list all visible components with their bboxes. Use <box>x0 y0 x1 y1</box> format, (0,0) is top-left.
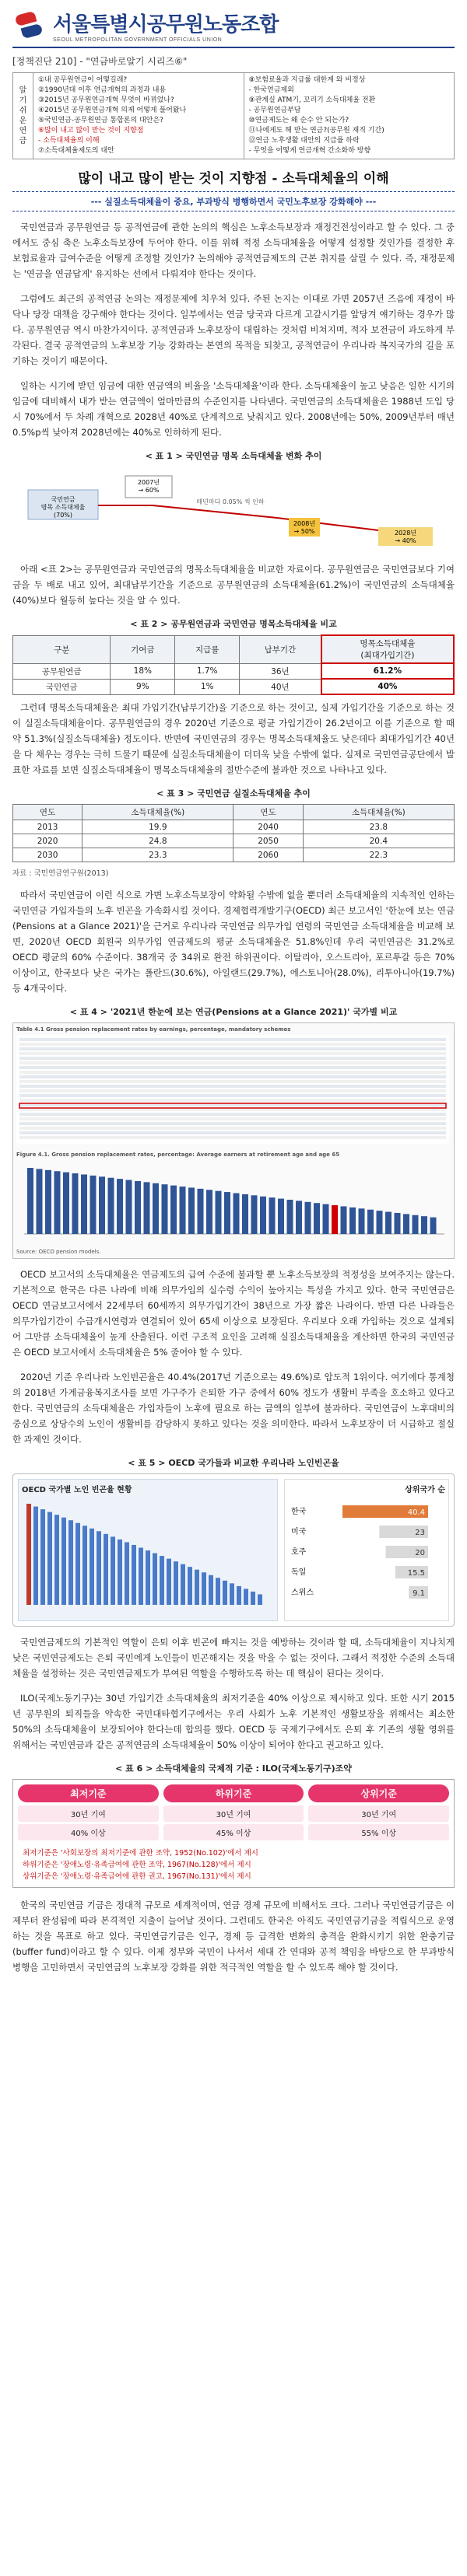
oecd-bar <box>421 1216 427 1234</box>
ilo-rate: 45% 이상 <box>163 1824 304 1840</box>
oecd-bar <box>359 1208 365 1234</box>
table-cell: 18% <box>111 663 175 679</box>
table-row <box>13 834 455 848</box>
ilo-column <box>18 1784 159 1843</box>
header <box>12 5 455 48</box>
toc-item: ③2015년 공무원연금개혁 무엇이 바뀌었나? <box>38 96 174 104</box>
oecd-bar <box>170 1186 177 1234</box>
oecd-poverty-panel <box>18 1479 278 1621</box>
timeline-label-start: 국민연금 명목 소득대체율 (70%) <box>40 496 86 519</box>
oecd-table-title: Table 4.1 Gross pension replacement rates by earnings, percentage, mandatory schemes <box>16 1026 291 1033</box>
oecd-bar <box>269 1197 276 1234</box>
oecd-bar <box>377 1211 383 1234</box>
ilo-column-head: 상위기준 <box>308 1784 449 1802</box>
bar-value-label: 23 <box>414 1529 425 1537</box>
table-3-caption: < 표 3 > 국민연금 실질소득대체율 추이 <box>156 788 311 799</box>
poverty-bar <box>181 1564 185 1605</box>
oecd-bar <box>251 1195 258 1234</box>
table-cell: 22.3 <box>303 848 454 862</box>
series-title: [정책진단 210] - "연금바로알기 시리즈⑥" <box>12 56 188 67</box>
poverty-bar <box>167 1559 171 1605</box>
oecd-table-row <box>19 1113 446 1116</box>
oecd-bar <box>198 1189 204 1234</box>
table-cell: 2040 <box>234 820 303 834</box>
toc-item: - 한국연금제외 <box>248 86 294 94</box>
timeline-label-2028: 2028년 → 40% <box>394 530 417 544</box>
ilo-column <box>308 1784 449 1843</box>
toc-item: - 무엇을 어떻게 연금개혁 간소화하 방향 <box>248 147 371 155</box>
org-name-korean: 서울특별시공무원노동조합 <box>53 12 279 36</box>
oecd-bar <box>153 1183 159 1234</box>
oecd-poverty-bars <box>22 1496 271 1613</box>
poverty-bar <box>26 1504 31 1605</box>
series-toc <box>12 72 455 159</box>
toc-left-column <box>33 73 244 159</box>
oecd-bar <box>108 1178 114 1234</box>
table-cell: 36년 <box>240 663 321 679</box>
oecd-bar <box>27 1168 33 1234</box>
oecd-table-row <box>19 1080 446 1083</box>
oecd-bar <box>37 1169 43 1234</box>
oecd-bar <box>45 1170 51 1234</box>
ilo-rate: 40% 이상 <box>18 1824 159 1840</box>
timeline-line <box>98 505 378 530</box>
figure-1-caption: < 표 1 > 국민연금 명목 소득대체율 변화 추이 <box>145 451 322 461</box>
oecd-bar <box>224 1192 230 1234</box>
oecd-bar <box>135 1181 141 1234</box>
oecd-table-row <box>19 1117 446 1120</box>
oecd-table-row <box>19 1043 446 1046</box>
figure-5-caption: < 표 5 > OECD 국가들과 비교한 우리나라 노인빈곤율 <box>128 1458 339 1468</box>
toc-item: - 공무원연금부담 <box>248 107 301 114</box>
ilo-columns <box>18 1784 449 1843</box>
poverty-bar <box>230 1583 234 1605</box>
poverty-bar <box>68 1520 73 1605</box>
bar-value-label: 9.1 <box>412 1589 425 1598</box>
bar-value-label: 15.5 <box>407 1569 425 1578</box>
figure-4-caption: < 표 4 > '2021년 한눈에 보는 연금(Pensions at a Glance 2021)' 국가별 비교 <box>69 1007 398 1017</box>
oecd-table-row <box>19 1085 446 1088</box>
toc-item: ②1990년대 이후 연금개혁의 과정과 내용 <box>38 86 167 94</box>
poverty-bar <box>54 1515 59 1605</box>
toc-item: ⑧보험료율과 지급률 대한계 와 비정상 <box>248 76 366 84</box>
table-cell: 61.2% <box>321 663 454 679</box>
table-3-header: 연도 <box>13 805 83 820</box>
toc-item: ⑨관계실 ATM기, 꼬리기 소득대체율 전환 <box>248 96 376 104</box>
top-countries-panel <box>284 1479 449 1621</box>
paragraph: ILO(국제노동기구)는 30년 가입기간 소득대체율의 최저기준을 40% 이상으로 제시하고 있다. 또한 시기 2015년 공무원의 퇴직들을 약속한 국민대타협기구에서는 우리 사회가 노후 기본적인 생활보장을 위해서는 최소한 50%의 소득대체율이 보장되어야 한다는데 합의를 했다. OECD 등 국제기구에서도 은퇴 후 기존의 생활 영위를 위해서는 국민연금과 같은 공적연금의 소득대체율이 50% 이상이 되어야 한다고 권고하고 있다. <box>12 1693 455 1750</box>
table-6-caption: < 표 6 > 소득대체율의 국제적 기준 : ILO(국제노동기구)조약 <box>115 1763 352 1774</box>
table-3 <box>12 804 455 862</box>
paragraph: 한국의 국민연금 기금은 정대적 규모로 세계적이며, 연금 경제 규모에 비해서도 크다. 그러나 국민연금기금은 이제부터 완성됨에 따라 본격적인 지출이 늘어날 것이다. 그런데도 한국은 아직도 국민연금기금을 적립식으로 운영하는 것을 목표로 하고 있다. 국민연금기금은 인구, 경제 등 급격한 변화의 충격을 완화시키기 위한 완충기금(buffer fund)이라고 할 수 있다. 이제 정부와 국민이 나서서 세대 간 연대와 공적 책임을 바탕으로 한 부과방식 병행을 고민하면서 국민연금의 노후보장 강화를 위한 적극적인 역할을 할 수 있도록 해야 할 것이다. <box>12 1900 455 1973</box>
table-cell: 2050 <box>234 834 303 848</box>
poverty-bar <box>251 1592 255 1605</box>
poverty-bar <box>104 1534 108 1605</box>
oecd-table-row <box>19 1057 446 1060</box>
table-3-header: 연도 <box>234 805 303 820</box>
poverty-bar <box>202 1572 206 1605</box>
table-cell: 2030 <box>13 848 83 862</box>
poverty-bar <box>223 1581 227 1605</box>
timeline-label-step: 매년마다 0.05% 씩 인하 <box>196 498 265 505</box>
oecd-bar <box>349 1208 356 1234</box>
poverty-bar <box>195 1570 199 1605</box>
oecd-bar <box>287 1200 293 1234</box>
table-cell: 2060 <box>234 848 303 862</box>
oecd-bar <box>234 1194 240 1235</box>
oecd-poverty-title: OECD 국가별 노인 빈곤율 현황 <box>22 1486 132 1494</box>
poverty-bar <box>174 1561 178 1605</box>
oecd-bar <box>206 1190 212 1234</box>
toc-item: ①내 공무원연금이 어떻길래? <box>38 76 128 84</box>
poverty-bar <box>146 1550 150 1605</box>
oecd-table-row <box>19 1075 446 1078</box>
ilo-standards <box>12 1779 455 1888</box>
toc-item: - 소득대체율의 이해 <box>38 137 100 145</box>
poverty-bar <box>90 1529 94 1605</box>
table-2-header: 지급률 <box>175 635 240 663</box>
ilo-note: 하위기준은 '장애노령·유족급여에 관한 조약, 1967(No.128)'에서 제시 <box>23 1861 251 1869</box>
oecd-bar <box>323 1204 329 1234</box>
poverty-bar <box>258 1594 262 1605</box>
ilo-note: 상위기준은 '장애노령·유족급여에 관한 권고, 1967(No.131)'에서 제시 <box>23 1872 251 1881</box>
org-name <box>53 9 278 43</box>
table-cell: 40년 <box>240 679 321 694</box>
poverty-bar <box>209 1575 213 1605</box>
toc-label: 알 기 쉬 운 연 금 <box>13 73 33 159</box>
oecd-bar <box>180 1187 186 1234</box>
poverty-bar <box>139 1547 143 1605</box>
table-3-header: 소득대체율(%) <box>83 805 234 820</box>
ilo-years: 30년 기여 <box>308 1805 449 1822</box>
table-cell: 9% <box>111 679 175 694</box>
poverty-bar <box>118 1540 122 1605</box>
table-2-header: 명목소득대체율 (최대가입기간) <box>321 635 454 663</box>
oecd-bar <box>403 1214 409 1234</box>
poverty-bar <box>244 1589 248 1605</box>
table-row <box>13 663 455 679</box>
elderly-poverty-figure <box>12 1473 455 1627</box>
ilo-rate: 55% 이상 <box>308 1824 449 1840</box>
oecd-bar <box>367 1210 374 1234</box>
paragraph: 그럼에도 최근의 공적연금 논의는 재정문제에 치우쳐 있다. 주된 논지는 이대로 가면 2057년 즈음에 재정이 바닥나 당장 대책을 강구해야 한다는 것이다. 일부에서는 연금 당국과 다르게 고갈시기를 앞당겨 얘기하는 경우가 많다. 공무원연금 역시 마찬가지이다. 공적연금과 노후보장이 대립하는 것처럼 비쳐지며, 적자 보전금이 과도하게 부각된다. 결국 공적연금의 노후보장 기능 강화라는 본연의 목적을 되찾고, 공적연금이 우리나라 복지국가의 길을 포기하는 것이기 때문이다. <box>12 293 455 366</box>
oecd-bar <box>296 1201 302 1234</box>
oecd-table-graphic <box>16 1035 449 1144</box>
oecd-table-row <box>19 1127 446 1130</box>
table-2-header: 납부기간 <box>240 635 321 663</box>
bar-category-label: 한국 <box>290 1508 307 1516</box>
table-row <box>13 848 455 862</box>
oecd-table-row <box>19 1136 446 1139</box>
poverty-bar <box>61 1518 66 1605</box>
replacement-rate-timeline <box>12 467 455 554</box>
oecd-bar <box>341 1206 347 1234</box>
table-2-header: 기여금 <box>111 635 175 663</box>
paragraph: 일하는 시기에 받던 임금에 대한 연금액의 비율을 '소득대체율'이라 한다. 소득대체율이 높고 낮음은 일한 시기의 임금에 대비해서 내가 받는 연금액이 얼마만큼의 수준인지를 나타낸다. 국민연금의 소득대체율은 1988년 도입 당시 70%에서 두 차례 개혁으로 2028년 40%로 단계적으로 낮춰지고 있다. 2008년에는 50%, 2009년부터 매년 0.5%p씩 낮아져 2028년에는 40%로 인하하게 된다. <box>12 380 455 438</box>
timeline-label-2008: 2008년 → 50% <box>293 520 316 535</box>
oecd-bar <box>430 1218 437 1234</box>
toc-item: ⑤국민연금-공무원연금 통합론의 대안은? <box>38 117 163 124</box>
table-cell: 23.8 <box>303 820 454 834</box>
oecd-table-row <box>19 1038 446 1041</box>
oecd-bar <box>99 1176 105 1234</box>
oecd-bar <box>72 1173 79 1234</box>
oecd-table-row <box>19 1047 446 1050</box>
poverty-bar <box>33 1507 38 1605</box>
table-cell: 20.4 <box>303 834 454 848</box>
table-cell: 국민연금 <box>13 679 111 694</box>
poverty-bar <box>153 1554 157 1605</box>
table-2-header: 구분 <box>13 635 111 663</box>
table-row <box>13 679 455 694</box>
oecd-chart-title: Figure 4.1. Gross pension replacement rates, percentage: Average earners at retirement age and age 65 <box>16 1152 340 1158</box>
ilo-note: 최저기준은 '사회보장의 최저기준에 관한 조약, 1952(No.102)'에서 제시 <box>23 1849 258 1858</box>
oecd-bar <box>81 1174 87 1234</box>
top-countries-chart <box>288 1498 436 1614</box>
poverty-bar <box>237 1586 241 1605</box>
oecd-bar <box>162 1184 168 1234</box>
paragraph: 따라서 국민연금이 이런 식으로 가면 노후소득보장이 약화될 수밖에 없을 뿐더러 소득대체율의 지속적인 인하는 국민연금 가입자들의 노후 빈곤을 가속화시킬 것이다. 경제협력개발기구(OECD) 최근 보고서인 '한눈에 보는 연금(Pensions at a Glance 2021)'을 근거로 우리나라 국민연금 의무가입 연령의 국민연금 소득대체율을 비교해 보면, 2020년 OECD 회원국 의무가입 연금제도의 평균 소득대체율은 51.8%인데 우리 국민연금은 31.2%로 OECD 평균의 60% 수준이다. 38개국 중 34위로 완전 하위권이다. 이탈리아, 오스트리아, 포르투갈 등은 70% 이상이고, 한국보다 낮은 국가는 폴란드(30.6%), 아일랜드(29.7%), 에스토니아(28.0%), 리투아니아(19.7%) 등 4개국이다. <box>12 890 455 994</box>
oecd-table-row <box>19 1122 446 1125</box>
oecd-table-row <box>19 1052 446 1055</box>
oecd-bar <box>242 1194 248 1234</box>
oecd-bar <box>385 1212 392 1234</box>
toc-item: ⑪나에게도 해 받는 연금?(공무원 재직 기간) <box>248 127 384 135</box>
oecd-bar <box>332 1205 338 1234</box>
top-countries-title: 상위국가 순 <box>405 1486 445 1494</box>
paragraph: 아래 <표 2>는 공무원연금과 국민연금의 명목소득대체율을 비교한 자료이다. 공무원연금은 국민연금보다 기여금을 두 배로 내고 있어, 최대납부기간을 기준으로 공무원연금의 소득대체율(61.2%)이 국민연금의 소득대체율(40%)보다 월등히 높다는 것을 알 수 있다. <box>12 564 455 606</box>
poverty-bar <box>83 1526 87 1605</box>
oecd-table-row <box>19 1071 446 1074</box>
table-3-header: 소득대체율(%) <box>303 805 454 820</box>
oecd-table-row <box>19 1094 446 1097</box>
oecd-bar <box>314 1203 320 1234</box>
table-cell: 공무원연금 <box>13 663 111 679</box>
bar-value-label: 20 <box>414 1549 425 1557</box>
bar-category-label: 독일 <box>290 1568 307 1577</box>
org-name-english: SEOUL METROPOLITAN GOVERNMENT OFFICIALS UNION <box>53 37 223 43</box>
oecd-bar <box>395 1213 401 1234</box>
oecd-bar <box>126 1180 132 1234</box>
oecd-bar <box>63 1173 69 1234</box>
oecd-source: Source: OECD pension models. <box>16 1249 101 1255</box>
bar-category-label: 스위스 <box>290 1589 314 1597</box>
table-cell: 24.8 <box>83 834 234 848</box>
table-row <box>13 820 455 834</box>
oecd-bar <box>413 1215 419 1234</box>
paragraph: 국민연금과 공무원연금 등 공적연금에 관한 논의의 핵심은 노후소득보장과 재정건전성이라고 할 수 있다. 그 중에서도 중심 축은 노후소득보장에 두어야 한다. 이를 위해 적정 소득대체율을 어떻게 설정할 것인가를 결정한 후 보험료율과 급여수준을 어떻게 조정할 것인가? 논의해야 공적연금제도의 근본 취지를 살릴 수 있다. 즉, 재정문제는 '연금을 연금답게' 유지하는 선에서 다뤄져야 한다는 것이다. <box>12 222 455 279</box>
toc-item: ⑩연금제도는 왜 순수 안 되는가? <box>248 117 349 124</box>
ilo-years: 30년 기여 <box>163 1805 304 1822</box>
ilo-column-head: 하위기준 <box>163 1784 304 1802</box>
poverty-bar <box>132 1545 136 1605</box>
poverty-bar <box>160 1556 164 1605</box>
table-cell: 2013 <box>13 820 83 834</box>
table-cell: 40% <box>321 679 454 694</box>
bar-category-label: 미국 <box>290 1528 307 1536</box>
paragraph: 그런데 명목소득대체율은 최대 가입기간(납부기간)을 기준으로 하는 것이고, 실제 가입기간을 기준으로 하는 것이 실질소득대체율이다. 공무원연금의 경우 2020년 기준으로 평균 가입기간이 26.2년이고 이를 기준으로 할 때 약 51.3%(실질소득대체율) 정도이다. 반면에 국민연금의 경우는 명목소득대체율도 낮은데다 최대가입기간 40년을 다 채우는 경우는 극히 드물기 때문에 실질소득대체율이 더더욱 낮을 수밖에 없다. 실제로 국민연금공단에서 발표한 자료를 보면 실질소득대체율이 명목소득대체율의 절반수준에 불과한 것으로 나타나고 있다. <box>12 702 455 775</box>
toc-item: ⑥많이 내고 많이 받는 것이 지향점 <box>38 127 144 135</box>
oecd-bar <box>117 1179 123 1234</box>
poverty-bar <box>75 1523 80 1605</box>
timeline-label-2007: 2007년 → 60% <box>137 479 160 494</box>
oecd-report-image <box>12 1022 455 1259</box>
oecd-table-row <box>19 1066 446 1069</box>
table-cell: 1% <box>175 679 240 694</box>
poverty-bar <box>188 1567 192 1605</box>
bar-value-label: 40.4 <box>407 1508 425 1517</box>
ilo-notes <box>18 1847 449 1882</box>
toc-right-column <box>244 73 455 159</box>
poverty-bar <box>111 1536 115 1605</box>
oecd-table-row <box>19 1089 446 1092</box>
paragraph: 국민연금제도의 기본적인 역할이 은퇴 이후 빈곤에 빠지는 것을 예방하는 것이라 할 때, 소득대체율이 지나치게 낮은 국민연금제도는 은퇴 국민에게 노인들이 빈곤해지는 것을 막을 수 없는 것이다. 그래서 적정한 수준의 소득대체율을 설정하는 것은 국민연금제도가 부여된 역할을 수행하도록 하는 데 핵심이 된다는 것이다. <box>12 1637 455 1679</box>
poverty-bar <box>40 1509 45 1605</box>
oecd-table-row <box>19 1131 446 1134</box>
table-3-source: 자료 : 국민연금연구원(2013) <box>12 869 109 878</box>
timeline-graphic <box>12 467 455 554</box>
oecd-table-row <box>19 1061 446 1064</box>
union-logo-icon <box>12 10 47 41</box>
table-cell: 23.3 <box>83 848 234 862</box>
toc-item: ⑦소득대체율제도의 대안 <box>38 147 114 155</box>
oecd-bar <box>216 1191 222 1234</box>
ilo-column <box>163 1784 304 1843</box>
ilo-column-head: 최저기준 <box>18 1784 159 1802</box>
poverty-bar <box>47 1512 52 1605</box>
oecd-bar <box>260 1197 266 1234</box>
bar-category-label: 호주 <box>290 1548 307 1557</box>
oecd-bar <box>90 1176 97 1234</box>
article-title: 많이 내고 많이 받는 것이 지향점 - 소득대체율의 이해 <box>78 171 389 187</box>
table-2 <box>12 634 455 695</box>
paragraph: 2020년 기준 우리나라 노인빈곤율은 40.4%(2017년 기준으로는 49.6%)로 압도적 1위이다. 여기에다 통계청의 2018년 가계금융복지조사를 보면 가구주가 은퇴한 가구 중에서 60% 정도가 생활비 부족을 호소하고 있다고 한다. 국민연금의 소득대체율은 가입자들이 노후에 필요로 하는 금액의 일부에 불과하다. 국민연금이 노후대비의 중심으로 상당수의 노인이 생활비를 감당하지 못하고 있다는 것을 의미한다. 따라서 노후보장이 더 시급하고 절실한 과제인 것이다. <box>12 1372 455 1445</box>
toc-item: ④2015년 공무원연금개혁 의제 어떻게 풀어왔나 <box>38 107 187 114</box>
poverty-bar <box>97 1531 101 1605</box>
poverty-bar <box>216 1578 220 1605</box>
oecd-bar <box>305 1202 311 1234</box>
oecd-bar-chart-graphic <box>16 1160 449 1246</box>
table-cell: 1.7% <box>175 663 240 679</box>
ilo-years: 30년 기여 <box>18 1805 159 1822</box>
table-cell: 2020 <box>13 834 83 848</box>
oecd-bar <box>188 1187 195 1234</box>
article-subtitle: --- 실질소득대체율이 중요, 부과방식 병행하면서 국민노후보장 강화해야 --- <box>12 191 455 211</box>
oecd-table-row <box>19 1099 446 1102</box>
poverty-bar <box>125 1542 129 1605</box>
paragraph: OECD 보고서의 소득대체율은 연금제도의 급여 수준에 불과할 뿐 노후소득보장의 적정성을 보여주지는 않는다. 기본적으로 한국은 다른 나라에 비해 의무가입의 실수령 수익이 높아지는 특성을 가지고 있다. 한국 국민연금은 OECD 연금보고서에서 22세부터 60세까지 의무가입기간이 38년으로 가장 짧은 나라이다. 반면 다른 나라들은 의무가입기간이 수급개시연령과 연결되어 있어 65세 이상으로 보장된다. 우리보다 오래 가입하는 것으로 설계되어 그만큼 소득대체율이 높게 산출된다. 이런 구조적 요인을 고려해 실질소득대체율을 계산하면 한국의 국민연금은 OECD 보고서에서 소득대체율은 5% 줄어야 할 수 있다. <box>12 1269 455 1358</box>
oecd-bar <box>144 1182 150 1234</box>
table-cell: 19.9 <box>83 820 234 834</box>
toc-item: ⑫연금 노후생활 대안의 지급률 하락 <box>248 137 360 145</box>
table-2-caption: < 표 2 > 공무원연금과 국민연금 명목소득대체율 비교 <box>130 619 337 629</box>
oecd-bar <box>54 1171 61 1234</box>
oecd-bar <box>278 1199 284 1234</box>
